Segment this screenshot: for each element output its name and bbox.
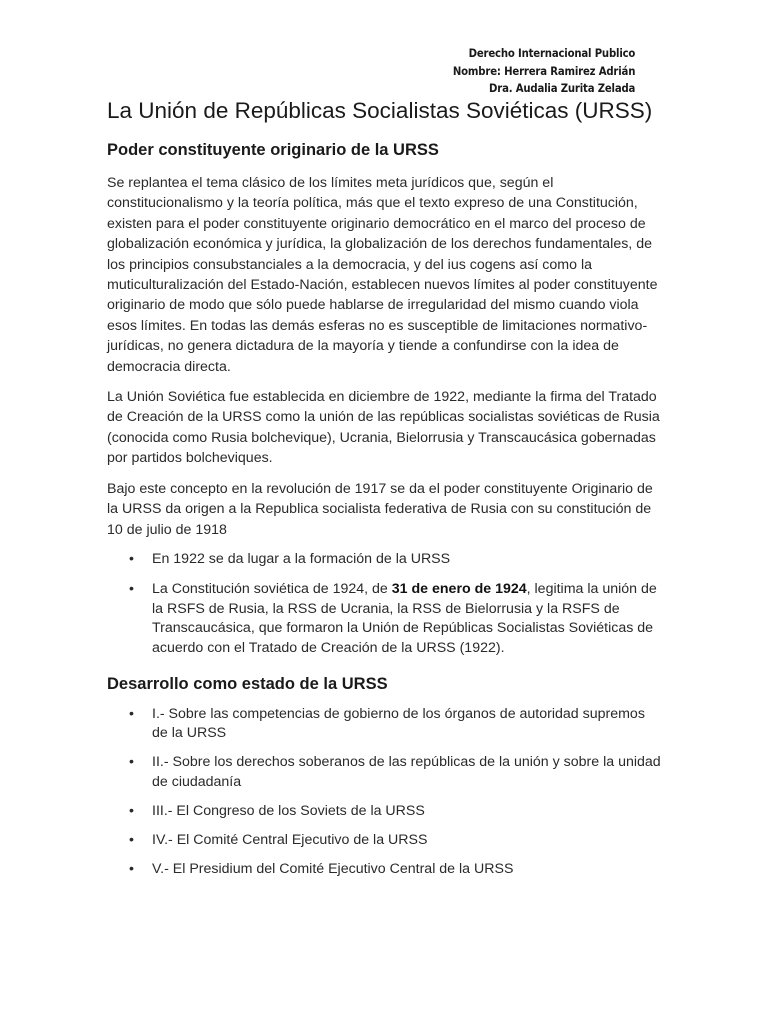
list-item xyxy=(107,753,663,791)
list-item xyxy=(107,831,663,850)
list-item xyxy=(107,580,663,659)
student-name: Nombre: Herrera Ramirez Adrián xyxy=(452,63,635,78)
bullet-icon: • xyxy=(129,580,134,597)
paragraph-revolucion-1917: Bajo este concepto en la revolución de 1917 se da el poder constituyente Originario de la URSS da origen a la Republica socialista federativa de Rusia con su constitución de 10 de julio de 1918 xyxy=(107,480,653,538)
list-item xyxy=(107,705,663,743)
bullet-icon: • xyxy=(129,705,134,722)
list-item-text: IV.- El Comité Central Ejecutivo de la URSS xyxy=(152,831,428,848)
bullet-list-formacion xyxy=(107,550,663,659)
bullet-icon: • xyxy=(129,754,134,771)
paragraph-limites: Se replantea el tema clásico de los límites meta jurídicos que, según el constitucionalismo y la teoría política, más que el texto expreso de una Constitución, existen para el poder constituyente originario democrático en el marco del proceso de globalización económica y jurídica, la globalización de los derechos fundamentales, de los principios consubstanciales a la democracia, y del ius cogens así como la muticulturalización del Estado-Nación, establecen nuevos límites al poder constituyente originario de modo que sólo puede hablarse de irregularidad del mismo cuando viola esos límites. En todas las demás esferas no es susceptible de limitaciones normativo-jurídicas, no genera dictadura de la mayoría y tiende a confundirse con la idea de democracia directa. xyxy=(107,175,658,375)
paragraph-union-sovietica: La Unión Soviética fue establecida en diciembre de 1922, mediante la firma del Tratado de Creación de la URSS como la unión de las repúblicas socialistas soviéticas de Rusia (conocida como Rusia bolchevique), Ucrania, Bielorrusia y Transcaucásica gobernadas por partidos bolcheviques. xyxy=(107,389,660,467)
list-item-text: III.- El Congreso de los Soviets de la URSS xyxy=(152,802,425,819)
list-item-text: En 1922 se da lugar a la formación de la URSS xyxy=(152,550,451,567)
professor-name: Dra. Audalia Zurita Zelada xyxy=(488,81,635,95)
list-item-text: II.- Sobre los derechos soberanos de las repúblicas de la unión y sobre la unidad de ciudadanía xyxy=(152,754,661,790)
document-title: La Unión de Repúblicas Socialistas Soviéticas (URSS) xyxy=(107,98,653,123)
document-header xyxy=(453,45,635,98)
date-highlight: 31 de enero de 1924 xyxy=(391,580,527,597)
list-item-text-start: La Constitución soviética de 1924, de xyxy=(152,580,392,597)
list-item xyxy=(107,802,663,821)
bullet-icon: • xyxy=(129,802,134,819)
bullet-icon: • xyxy=(129,550,134,567)
section-heading-desarrollo: Desarrollo como estado de la URSS xyxy=(107,674,388,693)
list-item-text: I.- Sobre las competencias de gobierno de los órganos de autoridad supremos de la URSS xyxy=(152,705,645,742)
section-heading-poder-constituyente: Poder constituyente originario de la URSS xyxy=(107,141,439,159)
list-item-text: V.- El Presidium del Comité Ejecutivo Central de la URSS xyxy=(152,861,514,878)
bullet-icon: • xyxy=(129,861,134,878)
bullet-list-desarrollo xyxy=(107,705,663,879)
course-name: Derecho Internacional Publico xyxy=(468,46,635,60)
bullet-icon: • xyxy=(129,831,134,848)
list-item xyxy=(107,860,663,879)
document-body xyxy=(107,97,663,889)
list-item-text-end: , legitima la unión de la RSFS de Rusia, la RSS de Ucrania, la RSS de Bielorrusia y la RSFS de Transcaucásica, que formaron la Unión de Repúblicas Socialistas Soviéticas de acuerdo con el Tratado de Creación de la URSS (1922). xyxy=(152,580,657,657)
list-item xyxy=(107,550,663,570)
